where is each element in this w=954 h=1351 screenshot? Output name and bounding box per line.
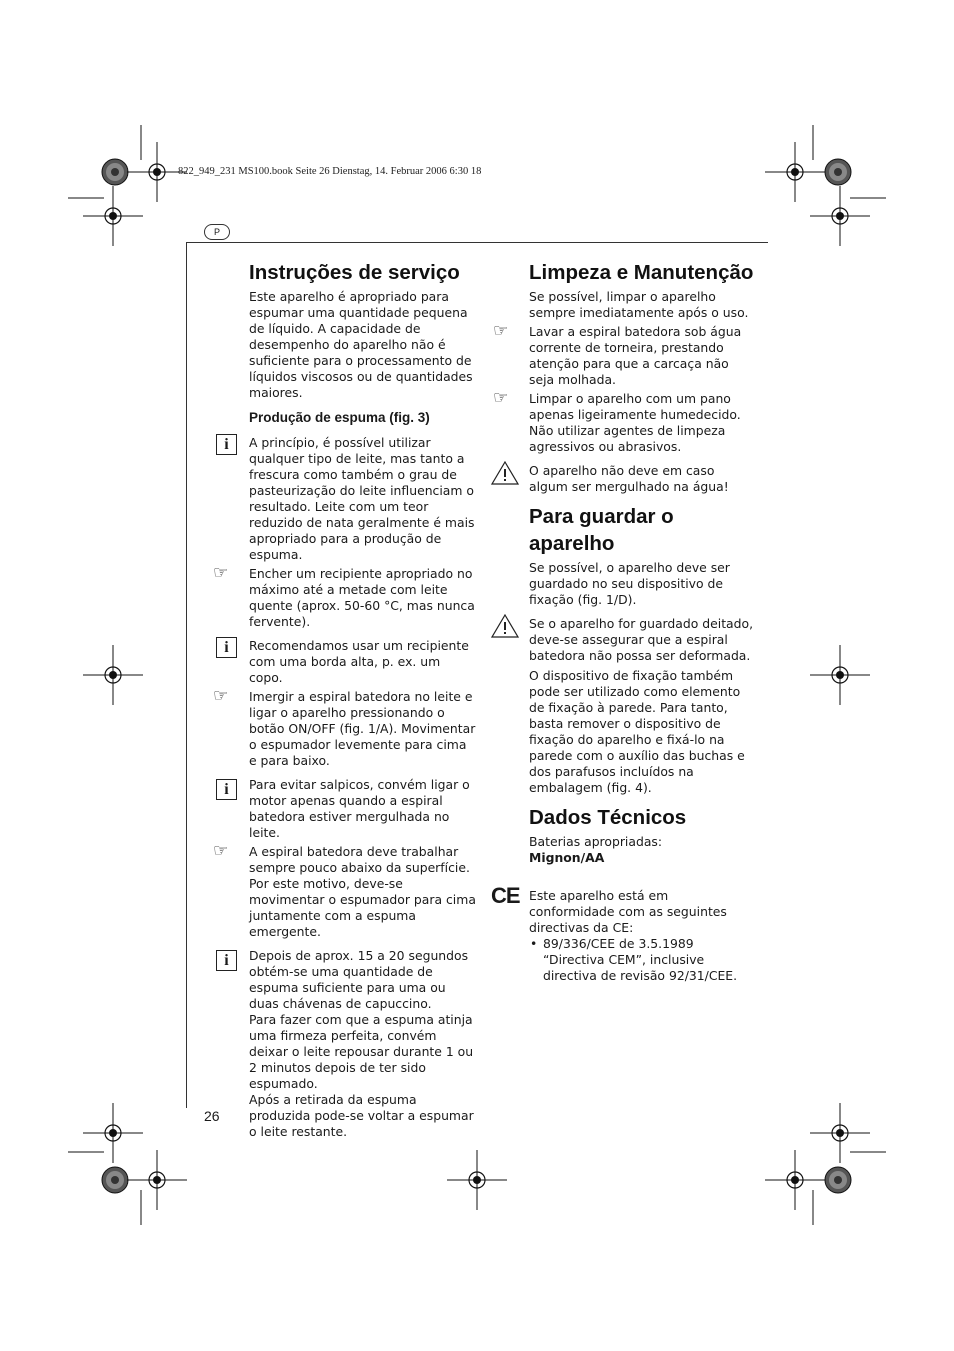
step-block <box>213 563 477 630</box>
ce-directive-item: • 89/336/CEE de 3.5.1989 “Directiva CEM”, inclusive directiva de revisão 92/31/CEE. <box>529 936 757 984</box>
info-text: Para evitar salpicos, convém ligar o motor apenas quando a espiral batedora estiver mergulhada no leite. <box>249 777 470 840</box>
ce-block <box>491 883 757 984</box>
info-text: Depois de aprox. 15 a 20 segundos obtém-se uma quantidade de espuma suficiente para uma ou duas chávenas de capuccino. <box>249 948 469 1011</box>
top-rule <box>186 242 768 243</box>
cleaning-intro: Se possível, limpar o aparelho sempre imediatamente após o uso. <box>529 289 749 320</box>
warning-icon <box>491 614 519 638</box>
pointing-hand-icon: ☞ <box>493 388 509 408</box>
pointing-hand-icon: ☞ <box>213 563 229 583</box>
ce-mark-icon: CE <box>491 883 520 908</box>
ce-text: Este aparelho está em conformidade com as seguintes directivas da CE: <box>529 888 727 935</box>
info-icon: i <box>216 950 237 971</box>
section-title-cleaning: Limpeza e Manutenção <box>529 261 754 284</box>
left-rule <box>186 242 187 1108</box>
step-block <box>493 388 757 455</box>
warning-text: O aparelho não deve em caso algum ser mergulhado na água! <box>529 463 729 494</box>
info-text: Após a retirada da espuma produzida pode-se voltar a espumar o leite restante. <box>249 1092 474 1139</box>
step-text: Imergir a espiral batedora no leite e ligar o aparelho pressionando o botão ON/OFF (fig. 1/A). Movimentar o espumador levemente para cima e para baixo. <box>249 689 476 768</box>
language-badge: P <box>204 224 230 240</box>
subheading-foam: Produção de espuma (fig. 3) <box>249 410 430 425</box>
step-text: Limpar o aparelho com um pano apenas ligeiramente humedecido. Não utilizar agentes de limpeza agressivos ou abrasivos. <box>529 391 741 454</box>
section-title-instructions: Instruções de serviço <box>249 261 460 284</box>
right-column <box>491 259 757 984</box>
info-text: Para fazer com que a espuma atinja uma firmeza perfeita, convém deixar o leite repousar durante 1 ou 2 minutos depois de ter sido espumado. <box>249 1012 474 1091</box>
section-title-technical: Dados Técnicos <box>529 806 687 829</box>
battery-label: Baterias apropriadas: <box>529 834 663 849</box>
battery-value: Mignon/AA <box>529 850 605 865</box>
info-block <box>224 435 477 563</box>
warning-block <box>529 616 757 664</box>
step-text: A espiral batedora deve trabalhar sempre pouco abaixo da superfície. Por este motivo, deve-se movimentar o espumador para cima juntamente com a espuma emergente. <box>249 844 476 939</box>
file-header: 822_949_231 MS100.book Seite 26 Dienstag, 14. Februar 2006 6:30 18 <box>178 166 482 177</box>
info-icon: i <box>216 434 237 455</box>
storage-text: O dispositivo de fixação também pode ser utilizado como elemento de fixação à parede. Para tanto, basta remover o dispositivo de fixação do aparelho e fixá-lo na parede com o auxílio das buchas e dos parafusos incluídos na embalagem (fig. 4). <box>529 668 745 795</box>
warning-text: Se o aparelho for guardado deitado, deve-se assegurar que a espiral batedora não possa ser deformada. <box>529 616 754 663</box>
info-icon: i <box>216 779 237 800</box>
info-block <box>224 777 477 841</box>
step-block <box>213 841 477 940</box>
page-number: 26 <box>204 1108 220 1124</box>
step-text: Lavar a espiral batedora sob água corrente de torneira, prestando atenção para que a carcaça não seja molhada. <box>529 324 742 387</box>
info-text: A princípio, é possível utilizar qualquer tipo de leite, mas tanto a frescura como também o grau de pasteurização do leite influenciam o resultado. Leite com um teor reduzido de nata geralmente é mais apropriado para a produção de espuma. <box>249 435 475 562</box>
pointing-hand-icon: ☞ <box>213 841 229 861</box>
warning-icon <box>491 461 519 485</box>
step-block <box>493 321 757 388</box>
left-column <box>213 259 477 1140</box>
info-block <box>224 948 477 1140</box>
info-icon: i <box>216 637 237 658</box>
pointing-hand-icon: ☞ <box>213 686 229 706</box>
intro-text: Este aparelho é apropriado para espumar uma quantidade pequena de líquido. A capacidade de desempenho do aparelho não é suficiente para o processamento de líquidos viscosos ou de quantidades maiores. <box>249 289 473 400</box>
step-text: Encher um recipiente apropriado no máximo até a metade com leite quente (aprox. 50-60 °C, mas nunca fervente). <box>249 566 475 629</box>
info-block <box>224 638 477 686</box>
step-block <box>213 686 477 769</box>
pointing-hand-icon: ☞ <box>493 321 509 341</box>
warning-block <box>529 463 757 495</box>
info-text: Recomendamos usar um recipiente com uma borda alta, p. ex. um copo. <box>249 638 469 685</box>
section-title-storage: Para guardar o aparelho <box>529 505 674 555</box>
storage-intro: Se possível, o aparelho deve ser guardado no seu dispositivo de fixação (fig. 1/D). <box>529 560 730 607</box>
